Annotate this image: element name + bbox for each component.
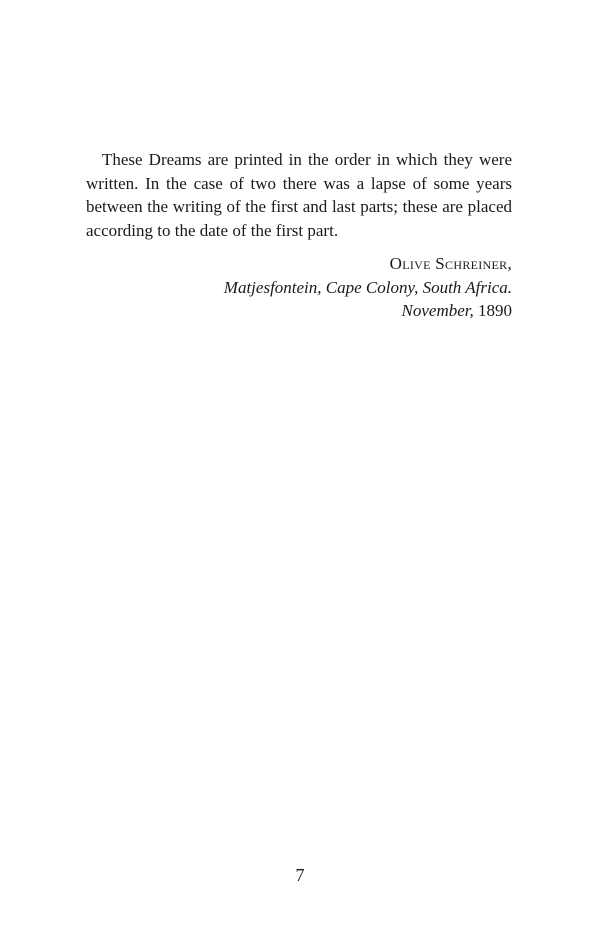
- signature-month: November,: [401, 301, 474, 320]
- signature-block: [86, 252, 512, 323]
- preface-paragraph: These Dreams are printed in the order in which they were written. In the case of two there was a lapse of some years between the writing of the first and last parts; these are placed according to the date of the first part.: [86, 150, 512, 240]
- author-name: Olive Schreiner,: [389, 254, 512, 273]
- text-block: [86, 148, 512, 323]
- page-number: 7: [295, 865, 305, 885]
- author-place: Matjesfontein, Cape Colony, South Africa.: [223, 277, 512, 297]
- signature-date: [86, 299, 512, 323]
- signature-year: 1890: [478, 301, 512, 320]
